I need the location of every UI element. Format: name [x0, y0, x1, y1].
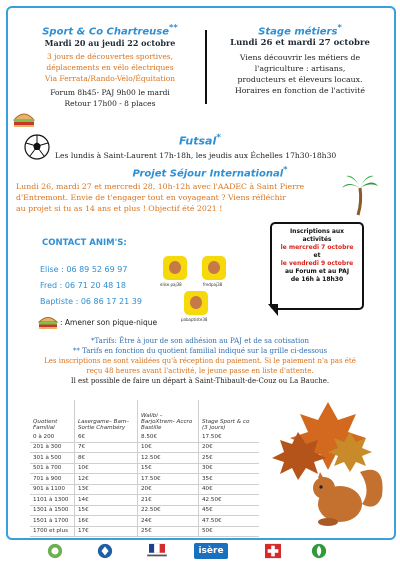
- sport-line: déplacements en vélo électriques: [46, 63, 174, 72]
- table-cell: 301 à 500: [30, 453, 75, 464]
- table-cell: 6€: [75, 432, 138, 442]
- futsal-text: Les lundis à Saint-Laurent 17h-18h, les jeudis aux Échelles 17h30-18h30: [55, 151, 337, 160]
- projet-description: [16, 181, 356, 214]
- note-line: Il est possible de faire un départ à Saint-Thibault-de-Couz ou La Bauche.: [70, 377, 330, 385]
- inscriptions-line: activités: [302, 236, 332, 243]
- table-cell: 201 à 300: [30, 442, 75, 453]
- table-cell: 7€: [75, 442, 138, 453]
- table-header-row: [30, 400, 259, 432]
- sport-dates: Mardi 20 au jeudi 22 octobre: [44, 38, 176, 48]
- inscriptions-line: et: [313, 252, 321, 259]
- table-cell: 16€: [75, 516, 138, 527]
- note-line: reçu 48 heures avant l'activité, le jeune passe en liste d'attente.: [86, 367, 314, 375]
- table-cell: 1101 à 1300: [30, 495, 75, 506]
- table-row: [30, 474, 259, 485]
- table-cell: 8€: [75, 453, 138, 464]
- table-cell: 10€: [138, 442, 199, 453]
- table-cell: 501 à 700: [30, 463, 75, 474]
- inscriptions-date: le vendredi 9 octobre: [280, 260, 354, 267]
- sport-line: Via Ferrata/Rando-Vélo/Équitation: [44, 74, 176, 83]
- table-row: [30, 516, 259, 527]
- stage-description: [210, 52, 390, 96]
- snapcode-label: elise.paj38: [160, 282, 182, 287]
- snapcode-fred-icon: [202, 256, 226, 280]
- tarif-notes: [20, 336, 380, 386]
- table-cell: 701 à 900: [30, 474, 75, 485]
- table-cell: 47.50€: [199, 516, 260, 527]
- table-cell: 42.50€: [199, 495, 260, 506]
- table-header: Walibi – BarjoXtrem- Accro Bastille: [138, 400, 199, 432]
- table-row: [30, 484, 259, 495]
- projet-title: Projet Séjour International*: [132, 164, 288, 180]
- partner-logo-icon: [308, 543, 330, 559]
- table-cell: 1501 à 1700: [30, 516, 75, 527]
- table-cell: 17€: [75, 526, 138, 537]
- projet-line: d'Entremont. Envie de t'engager tout en voyageant ? Viens réfléchir: [16, 193, 286, 202]
- sport-line: 3 jours de découvertes sportives,: [46, 52, 174, 61]
- projet-line: Lundi 26, mardi 27 et mercredi 28, 10h-12h avec l'AADEC à Saint Pierre: [16, 182, 305, 191]
- table-cell: 40€: [199, 484, 260, 495]
- stage-line: producteurs et éleveurs locaux.: [237, 75, 363, 84]
- table-cell: 15€: [75, 505, 138, 516]
- table-header: Lasergame– Bam–Sortie Chambéry: [75, 400, 138, 432]
- table-cell: 17.50€: [138, 474, 199, 485]
- table-cell: 1301 à 1500: [30, 505, 75, 516]
- stage-line: l'agriculture : artisans,: [254, 64, 346, 73]
- partner-logo-icon: [44, 543, 66, 559]
- sport-line: Retour 17h00 - 8 places: [64, 99, 156, 108]
- snapcode-baptiste-icon: [184, 291, 208, 315]
- tarif-table: [30, 400, 259, 537]
- inscriptions-bubble: [270, 222, 364, 310]
- table-cell: 24€: [138, 516, 199, 527]
- table-cell: 901 à 1100: [30, 484, 75, 495]
- table-row: [30, 463, 259, 474]
- phone-baptiste[interactable]: Baptiste : 06 86 17 21 39: [40, 297, 142, 306]
- table-cell: 1700 et plus: [30, 526, 75, 537]
- contact-phones: [40, 262, 142, 310]
- table-cell: 0 à 200: [30, 432, 75, 442]
- projet-line: au projet si tu as 14 ans et plus ! Objectif été 2021 !: [16, 204, 223, 213]
- stage-line: Horaires en fonction de l'activité: [234, 86, 366, 95]
- futsal-title: Futsal*: [178, 132, 222, 148]
- table-header: Stage Sport & co (3 jours): [199, 400, 260, 432]
- autumn-leaves-squirrel-illustration: [268, 392, 388, 532]
- stage-line: Viens découvrir les métiers de: [239, 53, 361, 62]
- sport-line: Forum 8h45- PAJ 9h00 le mardi: [50, 88, 170, 97]
- table-header: Quotient Familial: [33, 419, 58, 431]
- snapcode-elise-icon: [163, 256, 187, 280]
- savoie-logo-icon: [262, 543, 284, 559]
- sport-description: [20, 51, 200, 84]
- table-cell: 21€: [138, 495, 199, 506]
- table-cell: 25€: [138, 526, 199, 537]
- column-divider: [205, 30, 207, 104]
- note-line: *Tarifs: Être à jour de son adhésion au PAJ et de sa cotisation: [91, 337, 309, 345]
- table-row: [30, 526, 259, 537]
- table-cell: 45€: [199, 505, 260, 516]
- phone-elise[interactable]: Elise : 06 89 52 69 97: [40, 265, 128, 274]
- picnic-note: : Amener son pique-nique: [60, 318, 158, 327]
- table-cell: 17.50€: [199, 432, 260, 442]
- inscriptions-line: au Forum et au PAJ: [284, 268, 350, 275]
- stage-dates: Lundi 26 et mardi 27 octobre: [230, 38, 370, 48]
- note-line: ** Tarifs en fonction du quotient familial indiqué sur la grille ci-dessous: [72, 347, 328, 355]
- caf-logo-icon: [94, 543, 116, 559]
- table-row: [30, 453, 259, 464]
- soccer-ball-icon: [24, 134, 50, 160]
- table-cell: 12.50€: [138, 453, 199, 464]
- snapcode-label: fredpaj38: [203, 282, 223, 287]
- table-cell: 20€: [138, 484, 199, 495]
- contact-title: CONTACT ANIM'S:: [42, 238, 127, 248]
- table-cell: 13€: [75, 484, 138, 495]
- table-cell: 22.50€: [138, 505, 199, 516]
- table-cell: 50€: [199, 526, 260, 537]
- table-cell: 30€: [199, 463, 260, 474]
- bubble-tail: [268, 304, 278, 316]
- table-row: [30, 442, 259, 453]
- table-row: [30, 432, 259, 442]
- inscriptions-line: Inscriptions aux: [289, 228, 345, 235]
- note-line: Les inscriptions ne sont validées qu'à réception du paiement. Si le paiement n'a pas été: [44, 357, 356, 365]
- table-cell: 14€: [75, 495, 138, 506]
- table-cell: 20€: [199, 442, 260, 453]
- sandwich-icon: [38, 313, 58, 329]
- sandwich-icon: [12, 108, 36, 128]
- table-cell: 25€: [199, 453, 260, 464]
- stage-title: Stage métiers*: [258, 22, 342, 38]
- table-cell: 10€: [75, 463, 138, 474]
- phone-fred[interactable]: Fred : 06 71 20 48 18: [40, 281, 126, 290]
- table-row: [30, 505, 259, 516]
- snapcode-label: pabaptiste38: [181, 317, 208, 322]
- republique-francaise-logo-icon: [140, 543, 174, 559]
- table-cell: 8.50€: [138, 432, 199, 442]
- table-cell: 12€: [75, 474, 138, 485]
- isere-logo: isère: [194, 543, 228, 559]
- sport-title: Sport & Co Chartreuse**: [42, 22, 178, 38]
- table-cell: 35€: [199, 474, 260, 485]
- table-cell: 15€: [138, 463, 199, 474]
- inscriptions-line: de 16h à 18h30: [290, 276, 344, 283]
- sport-schedule: [20, 87, 200, 109]
- table-row: [30, 495, 259, 506]
- inscriptions-date: le mercredi 7 octobre: [280, 244, 354, 251]
